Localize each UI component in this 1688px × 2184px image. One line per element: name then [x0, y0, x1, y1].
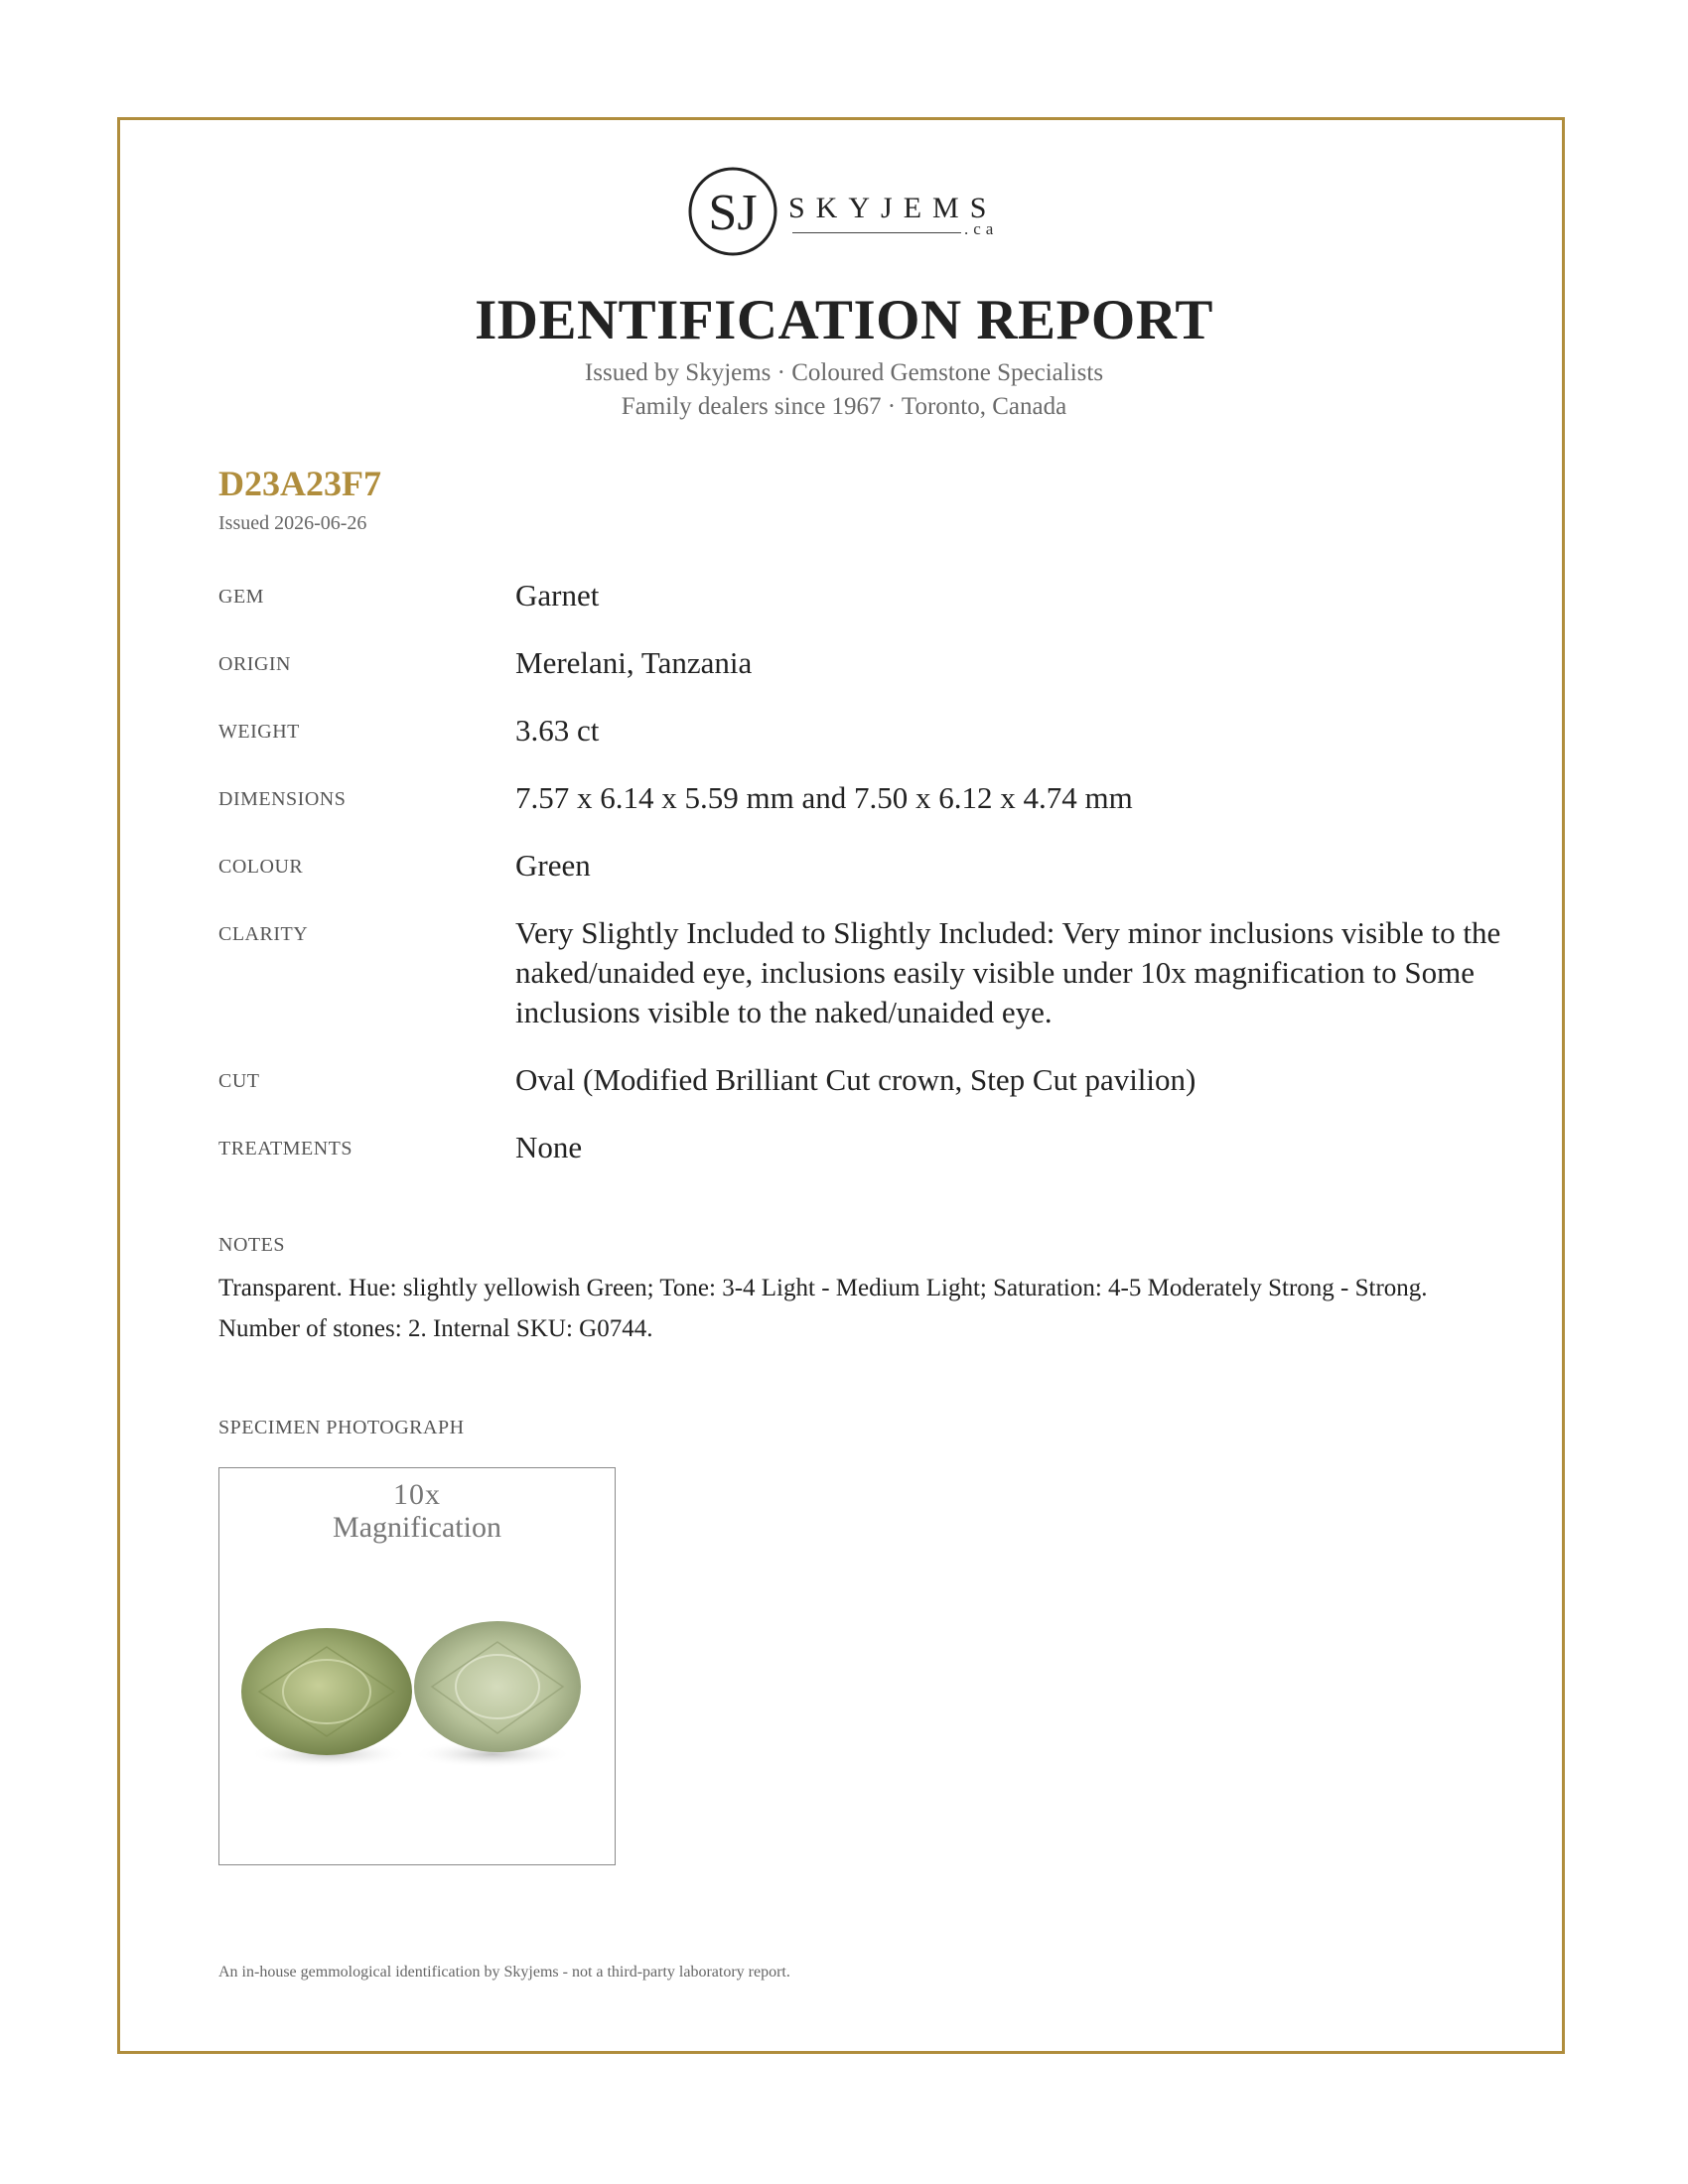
logo-wordmark: SKYJEMS — [788, 192, 998, 224]
field-value: Green — [515, 848, 591, 883]
field-label: CUT — [218, 1070, 260, 1092]
skyjems-logo — [683, 162, 1011, 261]
notes-text: Transparent. Hue: slightly yellowish Green; Tone: 3-4 Light - Medium Light; Saturation: 4-5 Moderately Strong - Strong. Number of stones: 2. Internal SKU: G0744. — [218, 1275, 1428, 1342]
issuer-line: Issued by Skyjems · Coloured Gemstone Specialists — [584, 359, 1104, 386]
field-value: Merelani, Tanzania — [515, 645, 753, 680]
photo-heading: SPECIMEN PHOTOGRAPH — [218, 1417, 465, 1438]
field-value: Oval (Modified Brilliant Cut crown, Step Cut pavilion) — [515, 1062, 1196, 1097]
magnification-number: 10x — [393, 1478, 441, 1511]
field-value: Garnet — [515, 578, 600, 613]
gemstones-image — [219, 1587, 616, 1816]
field-label: TREATMENTS — [218, 1138, 352, 1160]
field-value: Very Slightly Included to Slightly Included: Very minor inclusions visible to the naked/unaided eye, inclusions easily visible under 10x magnification to Some inclusions visible to the naked/unaided eye. — [515, 915, 1501, 1029]
field-label: GEM — [218, 586, 264, 608]
notes-heading: NOTES — [218, 1234, 285, 1256]
field-label: DIMENSIONS — [218, 788, 347, 810]
field-label: WEIGHT — [218, 721, 300, 743]
field-label: ORIGIN — [218, 653, 291, 675]
monogram-icon — [683, 162, 782, 261]
logo-monogram: SJ — [708, 185, 758, 241]
logo-rule — [792, 232, 961, 233]
magnification-label: Magnification — [333, 1511, 501, 1544]
field-value: 7.57 x 6.14 x 5.59 mm and 7.50 x 6.12 x 4.74 mm — [515, 780, 1133, 815]
field-value: None — [515, 1130, 583, 1164]
issue-date: Issued 2026-06-26 — [218, 512, 367, 534]
logo-domain: .ca — [964, 219, 999, 238]
footer-disclaimer: An in-house gemmological identification by Skyjems - not a third-party laboratory report. — [218, 1964, 790, 1980]
report-id: D23A23F7 — [218, 464, 381, 503]
field-label: CLARITY — [218, 923, 309, 945]
page-title: IDENTIFICATION REPORT — [475, 289, 1213, 351]
field-value: 3.63 ct — [515, 713, 600, 748]
field-label: COLOUR — [218, 856, 304, 878]
specimen-photo — [218, 1467, 616, 1865]
dealer-line: Family dealers since 1967 · Toronto, Canada — [621, 393, 1067, 420]
